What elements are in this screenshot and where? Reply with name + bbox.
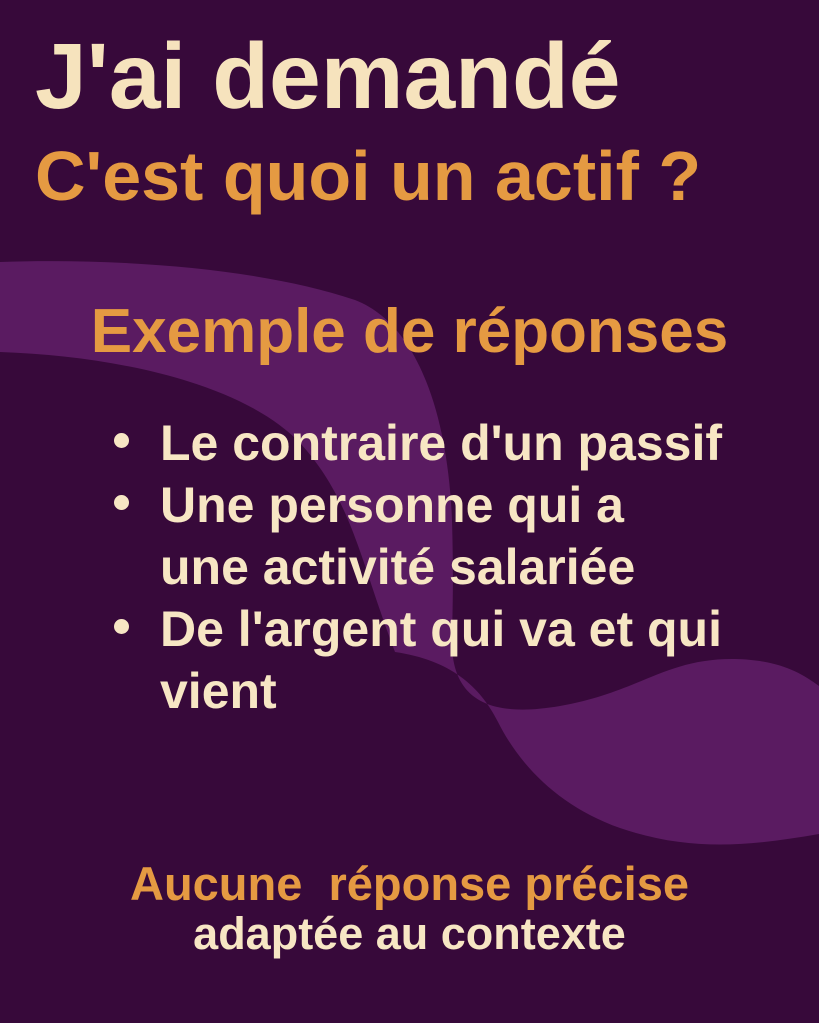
question-subtitle: C'est quoi un actif ?	[35, 137, 702, 215]
list-item	[112, 474, 722, 598]
list-item	[112, 412, 722, 474]
footer-secondary-text: adaptée au contexte	[193, 908, 626, 959]
answers-bullet-list	[112, 412, 722, 722]
bullet-dot-icon	[114, 495, 129, 510]
page-title: J'ai demandé	[35, 24, 621, 128]
list-item-text: Une personne qui a une activité salariée	[160, 477, 636, 595]
footer-emphasis-text: Aucune réponse précise	[130, 857, 689, 910]
bullet-dot-icon	[114, 619, 129, 634]
bullet-dot-icon	[114, 433, 129, 448]
list-item-text: Le contraire d'un passif	[160, 415, 723, 471]
list-item	[112, 598, 722, 722]
list-item-text: De l'argent qui va et qui vient	[160, 601, 722, 719]
section-heading: Exemple de réponses	[90, 297, 729, 366]
